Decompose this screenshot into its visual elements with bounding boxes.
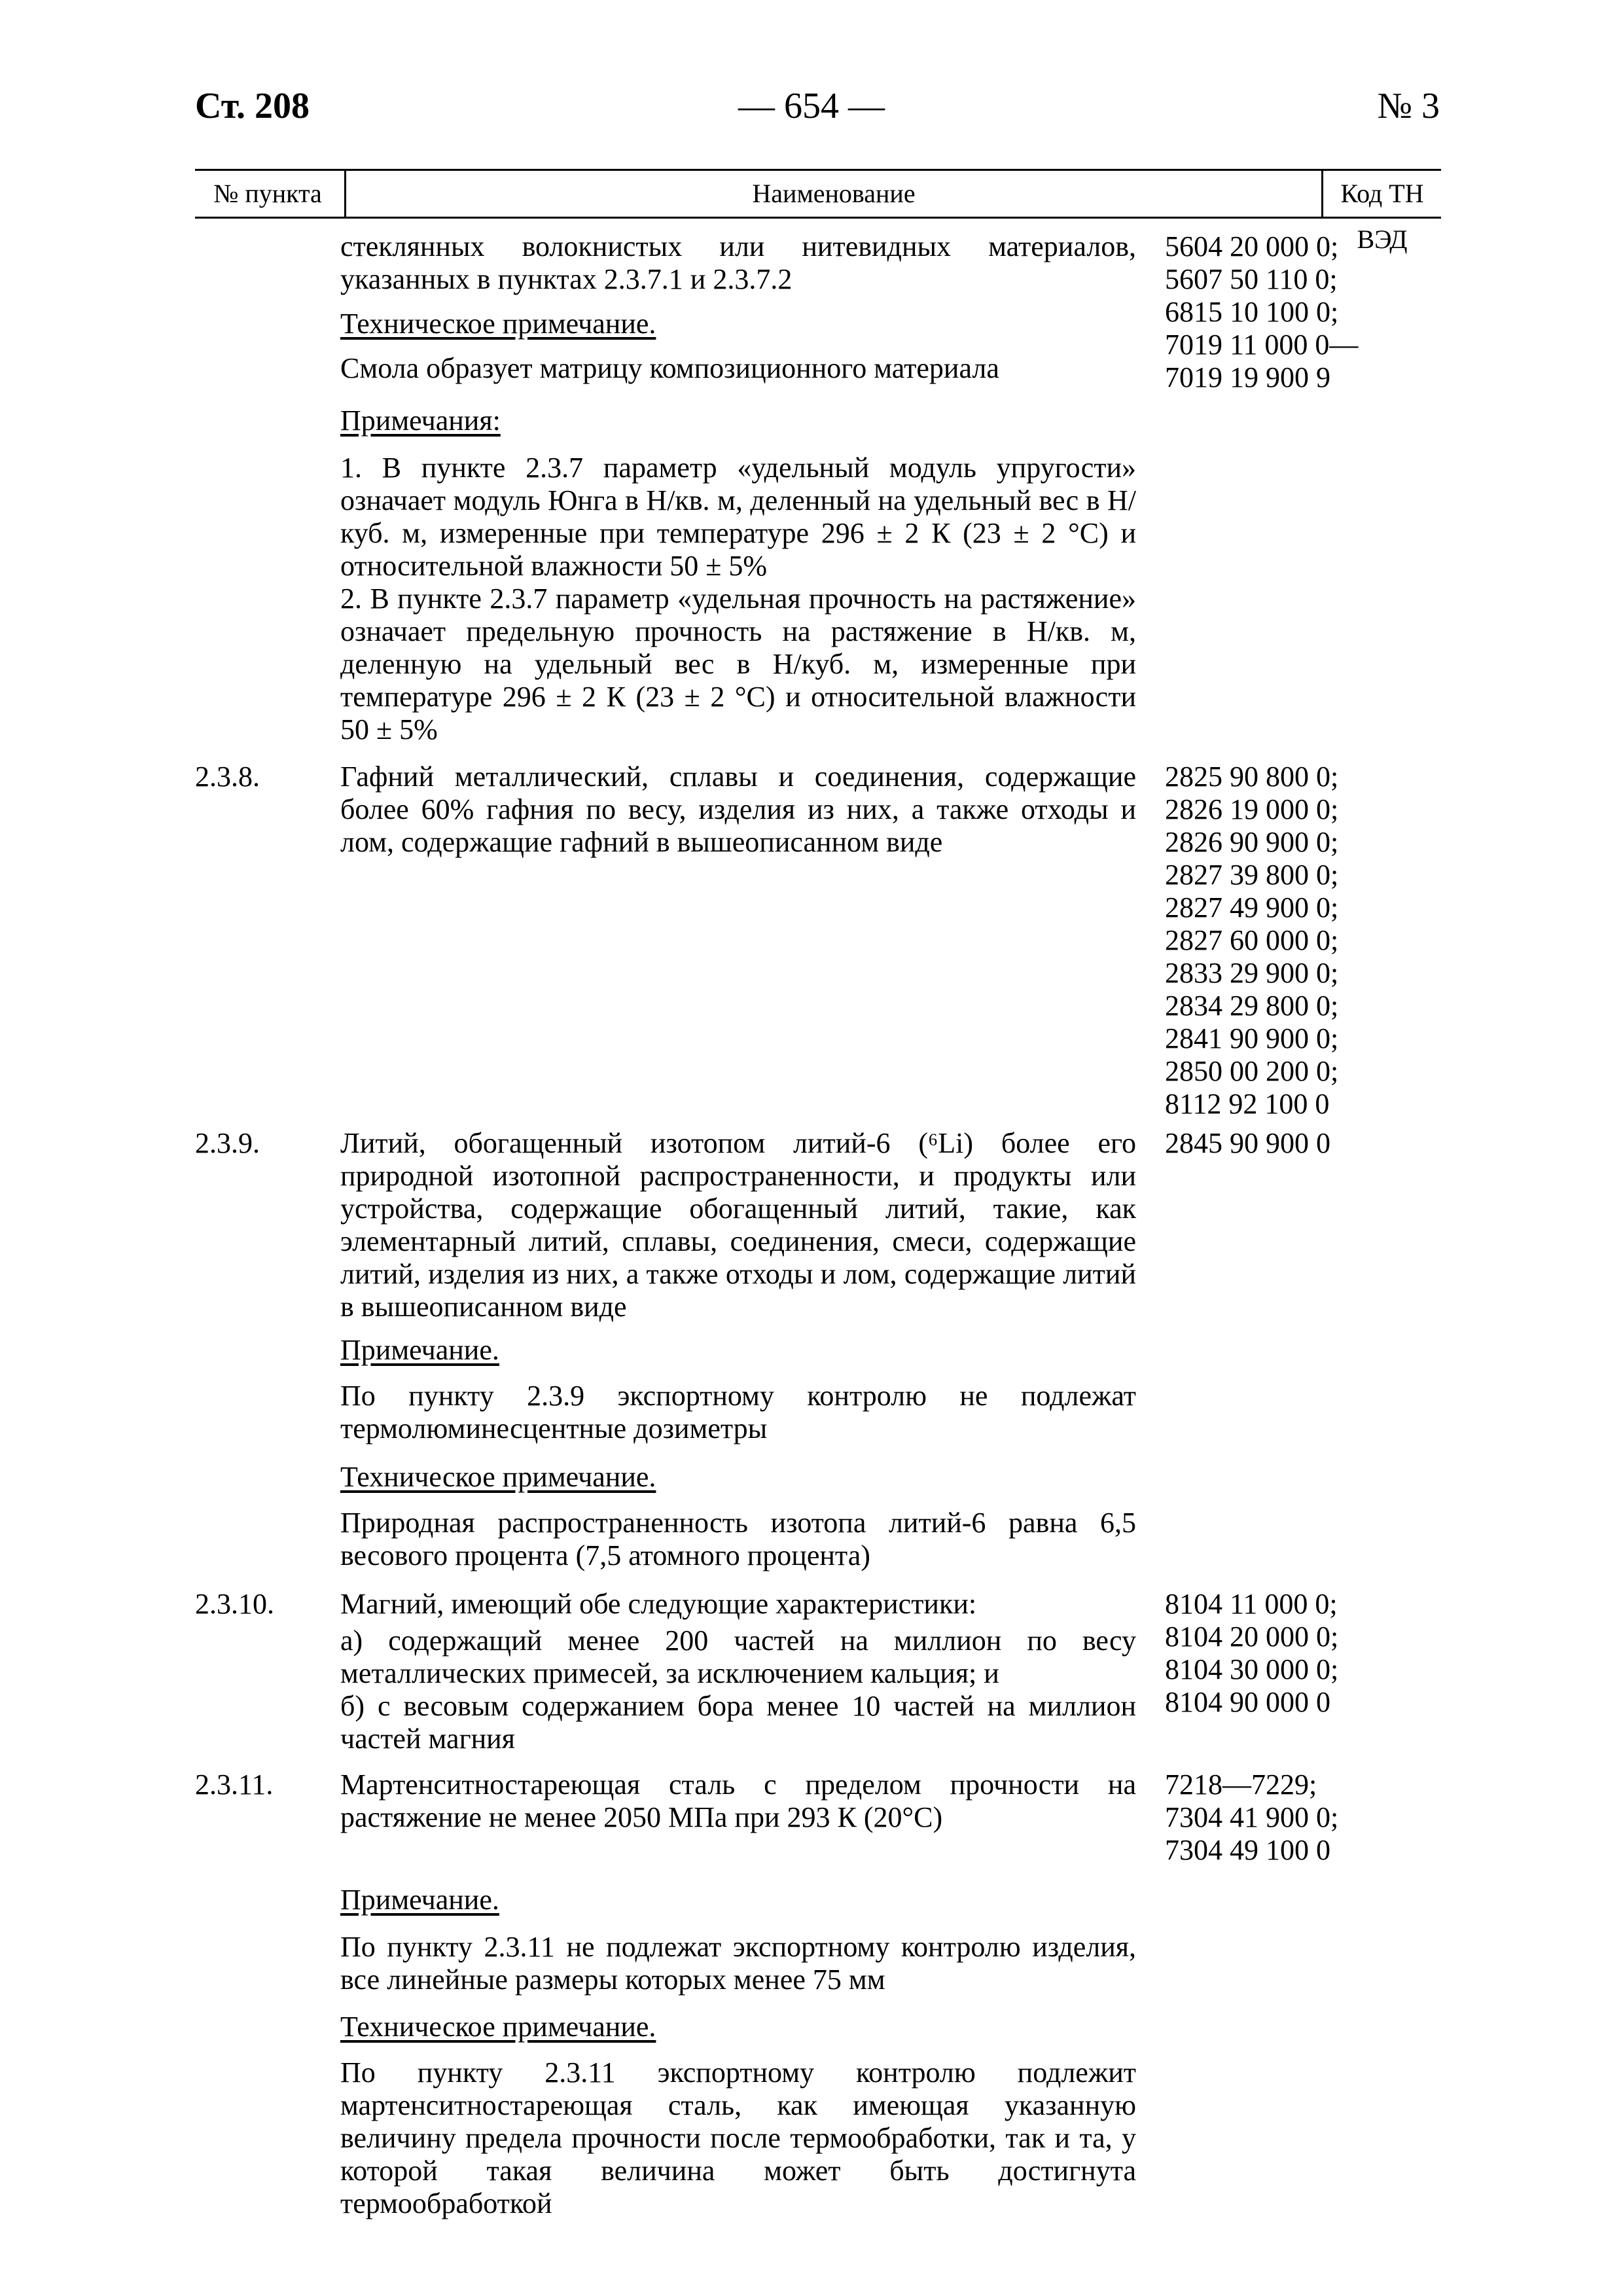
note-text: По пункту 2.3.9 экспортному контролю не подлежат термолюминесцентные дозиметры (340, 1380, 1136, 1444)
tech-note-text: Природная распространенность изотопа литий-6 равна 6,5 весового процента (7,5 атомного процента) (340, 1507, 1136, 1571)
note-label: Примечание. (340, 1884, 499, 1916)
issue-number: № 3 (1377, 86, 1440, 126)
notes-label: Примечания: (340, 404, 501, 437)
item-text: Литий, обогащенный изотопом литий-6 (⁶Li) более его природной изотопной распространенности, и продукты или устройства, содержащие обогащенный литий, такие, как элементарный литий, сплавы, соединения, смеси, содержащие литий, изделия из них, а также отходы и лом, содержащие литий в вышеописанном виде (340, 1127, 1136, 1323)
continuation-text: стеклянных волокнистых или нитевидных материалов, указанных в пунктах 2.3.7.1 и 2.3.7.2 (340, 230, 1136, 295)
tech-note-text: Смола образует матрицу композиционного материала (340, 352, 999, 384)
column-header-code: Код ТН ВЭД (1340, 179, 1424, 254)
condition-a: а) содержащий менее 200 частей на миллион по весу металлических примесей, за исключением кальция; и (340, 1624, 1136, 1689)
item-codes: 2845 90 900 0 (1165, 1127, 1330, 1159)
column-header-name: Наименование (344, 171, 1323, 217)
tech-note-label: Техническое примечание. (340, 308, 656, 340)
item-number: 2.3.10. (195, 1588, 274, 1620)
item-text: Магний, имеющий обе следующие характеристики: (340, 1588, 977, 1620)
tech-note-text: По пункту 2.3.11 экспортному контролю подлежит мартенситностареющая сталь, как имеющая указанную величину предела прочности после термообработки, так и та, у которой такая величина может быть достигнута термообработкой (340, 2056, 1136, 2219)
note-1: 1. В пункте 2.3.7 параметр «удельный модуль упругости» означает модуль Юнга в Н/кв. м, деленный на удельный вес в Н/куб. м, измеренные при температуре 296 ± 2 К (23 ± 2 °С) и относительной влажности 50 ± 5% (340, 452, 1136, 582)
note-label: Примечание. (340, 1334, 499, 1366)
item-number: 2.3.8. (195, 761, 260, 793)
item-codes: 7218—7229; 7304 41 900 0; 7304 49 100 0 (1165, 1768, 1339, 1866)
page-reference: Ст. 208 (195, 86, 310, 126)
note-2: 2. В пункте 2.3.7 параметр «удельная прочность на растяжение» означает предельную прочность на растяжение в Н/кв. м, деленную на удельный вес в Н/куб. м, измеренные при температуре 296 ± 2 К (23 ± 2 °С) и относительной влажности 50 ± 5% (340, 583, 1136, 745)
continuation-codes: 5604 20 000 0; 5607 50 110 0; 6815 10 100 0; 7019 11 000 0— 7019 19 900 9 (1165, 230, 1359, 393)
item-text: Мартенситностареющая сталь с пределом прочности на растяжение не менее 2050 МПа при 293 К (20°С) (340, 1768, 1136, 1833)
page-number: — 654 — (738, 86, 885, 126)
item-text: Гафний металлический, сплавы и соединения, содержащие более 60% гафния по весу, изделия из них, а также отходы и лом, содержащие гафний в вышеописанном виде (340, 761, 1136, 858)
tech-note-label: Техническое примечание. (340, 1461, 656, 1493)
table-header (195, 169, 1441, 254)
column-header-item: № пункта (213, 179, 322, 208)
note-text: По пункту 2.3.11 не подлежат экспортному контролю изделия, все линейные размеры которых менее 75 мм (340, 1931, 1136, 1996)
tech-note-label: Техническое примечание. (340, 2011, 656, 2043)
item-codes: 8104 11 000 0; 8104 20 000 0; 8104 30 000 0; 8104 90 000 0 (1165, 1588, 1339, 1718)
item-codes: 2825 90 800 0; 2826 19 000 0; 2826 90 900 0; 2827 39 800 0; 2827 49 900 0; 2827 60 000 0; 2833 29 900 0; 2834 29 800 0; 2841 90 900 0; 2850 00 200 0; 8112 92 100 0 (1165, 761, 1339, 1120)
condition-b: б) с весовым содержанием бора менее 10 частей на миллион частей магния (340, 1690, 1136, 1755)
item-number: 2.3.11. (195, 1768, 274, 1801)
item-number: 2.3.9. (195, 1127, 260, 1159)
